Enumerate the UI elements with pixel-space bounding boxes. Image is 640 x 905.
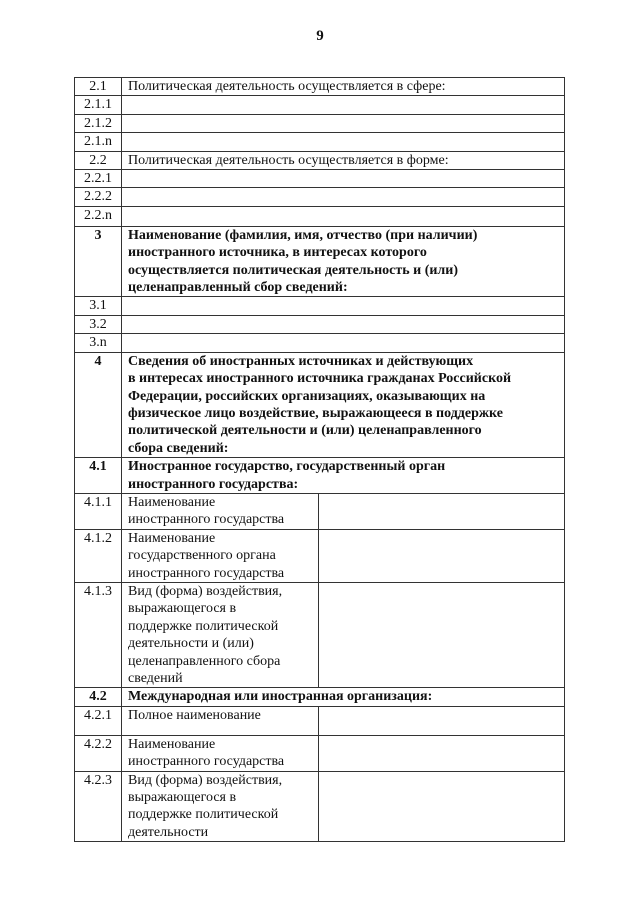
label-line: иностранного государства (128, 512, 285, 528)
label-line: выражающегося в (128, 601, 237, 617)
table-row (75, 582, 565, 687)
label-line: Вид (форма) воздействия, (128, 772, 283, 788)
title-line: иностранного источника, в интересах которого (128, 245, 427, 261)
row-number: 2.2.1 (75, 170, 122, 188)
value-cell[interactable] (122, 334, 565, 352)
table-row (75, 133, 565, 151)
label-line: поддержке политической (128, 807, 279, 823)
row-number: 4.2.3 (75, 771, 122, 842)
row-number: 4 (75, 352, 122, 457)
row-number: 4.2.2 (75, 735, 122, 771)
value-cell[interactable] (319, 706, 565, 735)
title-line: осуществляется политическая деятельность и (или) (128, 262, 459, 278)
row-number: 2.1.n (75, 133, 122, 151)
table-row (75, 114, 565, 132)
field-label (122, 529, 319, 582)
value-cell[interactable] (122, 170, 565, 188)
section-header-4-2 (75, 688, 565, 706)
row-number: 3 (75, 226, 122, 297)
value-cell[interactable] (122, 133, 565, 151)
form-table (74, 77, 565, 842)
label-line: целенаправленного сбора (128, 653, 281, 669)
table-row (75, 529, 565, 582)
table-row (75, 96, 565, 114)
table-row (75, 188, 565, 206)
table-row (75, 735, 565, 771)
row-number: 4.1.2 (75, 529, 122, 582)
field-label (122, 735, 319, 771)
row-number: 3.n (75, 334, 122, 352)
table-row (75, 170, 565, 188)
label-line: иностранного государства (128, 754, 285, 770)
title-line: Иностранное государство, государственный орган (128, 459, 446, 475)
title-line: физическое лицо воздействие, выражающееся в поддержке (128, 405, 503, 421)
section-header-4-1 (75, 458, 565, 494)
title-line: политической деятельности и (или) целенаправленного (128, 423, 482, 439)
value-cell[interactable] (319, 529, 565, 582)
row-number: 2.2.n (75, 206, 122, 226)
value-cell[interactable] (319, 493, 565, 529)
value-cell[interactable] (319, 582, 565, 687)
title-line: сбора сведений: (128, 440, 229, 456)
value-cell[interactable] (122, 96, 565, 114)
value-cell[interactable] (122, 315, 565, 333)
section-header-3 (75, 226, 565, 297)
title-line: в интересах иностранного источника гражданах Российской (128, 371, 512, 387)
field-label (122, 771, 319, 842)
table-row (75, 334, 565, 352)
table-row (75, 315, 565, 333)
field-label (122, 582, 319, 687)
label-line: поддержке политической (128, 618, 279, 634)
row-number: 2.2 (75, 151, 122, 169)
value-cell[interactable] (122, 188, 565, 206)
label-line: иностранного государства (128, 565, 285, 581)
row-number: 2.1.1 (75, 96, 122, 114)
label-line: Наименование (128, 494, 216, 510)
row-number: 4.2 (75, 688, 122, 706)
title-line: Федерации, российских организациях, оказывающих на (128, 388, 486, 404)
table-row (75, 297, 565, 315)
section-header-4 (75, 352, 565, 457)
row-number: 4.1 (75, 458, 122, 494)
section-title: Политическая деятельность осуществляется в сфере: (122, 78, 565, 96)
section-title (122, 458, 565, 494)
table-row (75, 493, 565, 529)
title-line: Наименование (фамилия, имя, отчество (при наличии) (128, 227, 478, 243)
value-cell[interactable] (122, 114, 565, 132)
label-line: Полное наименование (128, 707, 261, 723)
row-number: 4.1.3 (75, 582, 122, 687)
section-header-2-2 (75, 151, 565, 169)
title-line: иностранного государства: (128, 476, 299, 492)
label-line: деятельности (128, 824, 209, 840)
label-line: Вид (форма) воздействия, (128, 583, 283, 599)
label-line: сведений (128, 671, 183, 686)
title-line: целенаправленный сбор сведений: (128, 280, 348, 296)
value-cell[interactable] (319, 771, 565, 842)
title-line: Сведения об иностранных источниках и действующих (128, 353, 474, 369)
label-line: выражающегося в (128, 790, 237, 806)
table-row (75, 771, 565, 842)
section-title (122, 352, 565, 457)
row-number: 4.1.1 (75, 493, 122, 529)
page-number: 9 (316, 28, 324, 44)
label-line: деятельности и (или) (128, 636, 254, 652)
label-line: государственного органа (128, 548, 276, 564)
row-number: 2.2.2 (75, 188, 122, 206)
table-row (75, 206, 565, 226)
field-label (122, 706, 319, 735)
label-line: Наименование (128, 530, 216, 546)
field-label (122, 493, 319, 529)
section-title: Политическая деятельность осуществляется в форме: (122, 151, 565, 169)
value-cell[interactable] (122, 206, 565, 226)
row-number: 4.2.1 (75, 706, 122, 735)
value-cell[interactable] (319, 735, 565, 771)
row-number: 3.2 (75, 315, 122, 333)
row-number: 2.1 (75, 78, 122, 96)
value-cell[interactable] (122, 297, 565, 315)
section-title (122, 226, 565, 297)
label-line: Наименование (128, 736, 216, 752)
row-number: 3.1 (75, 297, 122, 315)
row-number: 2.1.2 (75, 114, 122, 132)
section-title: Международная или иностранная организация: (122, 688, 565, 706)
table-row (75, 706, 565, 735)
section-header-2-1 (75, 78, 565, 96)
